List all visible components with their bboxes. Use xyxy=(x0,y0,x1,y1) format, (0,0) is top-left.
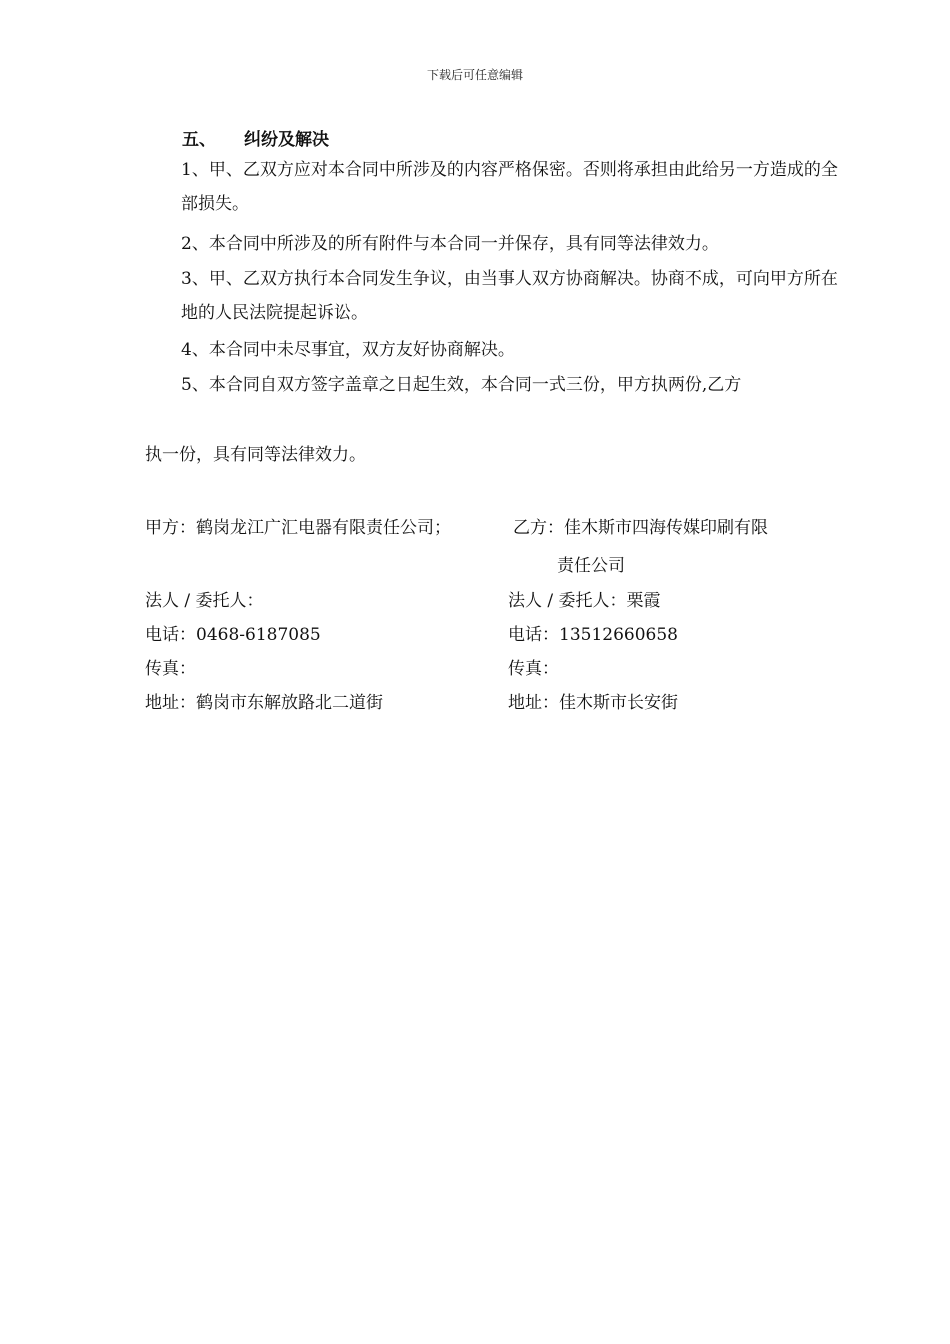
header-note: 下载后可任意编辑 xyxy=(426,68,523,82)
clause-5-continued: 执一份，具有同等法律效力。 xyxy=(145,445,366,465)
party-a-name: 甲方：鹤岗龙江广汇电器有限责任公司； xyxy=(145,518,451,538)
party-b-name-line2: 责任公司 xyxy=(557,556,625,576)
section-title: 纠纷及解决 xyxy=(244,130,329,150)
party-b-fax: 传真： xyxy=(508,659,559,679)
section-number: 五、 xyxy=(182,130,216,150)
party-a-address: 地址：鹤岗市东解放路北二道街 xyxy=(145,693,383,713)
party-a-fax: 传真： xyxy=(145,659,196,679)
party-b-representative: 法人 / 委托人：栗霞 xyxy=(508,591,661,611)
party-b-name-line1: 乙方：佳木斯市四海传媒印刷有限 xyxy=(513,518,768,538)
clause-3: 3、甲、乙双方执行本合同发生争议，由当事人双方协商解决。协商不成，可向甲方所在地的人民法院提起诉讼。 xyxy=(181,269,838,323)
party-b-address: 地址：佳木斯市长安街 xyxy=(508,693,678,713)
clause-1: 1、甲、乙双方应对本合同中所涉及的内容严格保密。否则将承担由此给另一方造成的全部损失。 xyxy=(181,160,838,214)
section-heading xyxy=(182,125,329,150)
clause-5: 5、本合同自双方签字盖章之日起生效，本合同一式三份，甲方执两份,乙方 xyxy=(181,375,742,395)
clause-2: 2、本合同中所涉及的所有附件与本合同一并保存，具有同等法律效力。 xyxy=(181,234,719,254)
party-a-phone: 电话：0468-6187085 xyxy=(145,625,321,645)
party-b-phone: 电话：13512660658 xyxy=(508,625,678,645)
party-a-representative: 法人 / 委托人： xyxy=(145,591,264,611)
clause-4: 4、本合同中未尽事宜，双方友好协商解决。 xyxy=(181,340,515,360)
